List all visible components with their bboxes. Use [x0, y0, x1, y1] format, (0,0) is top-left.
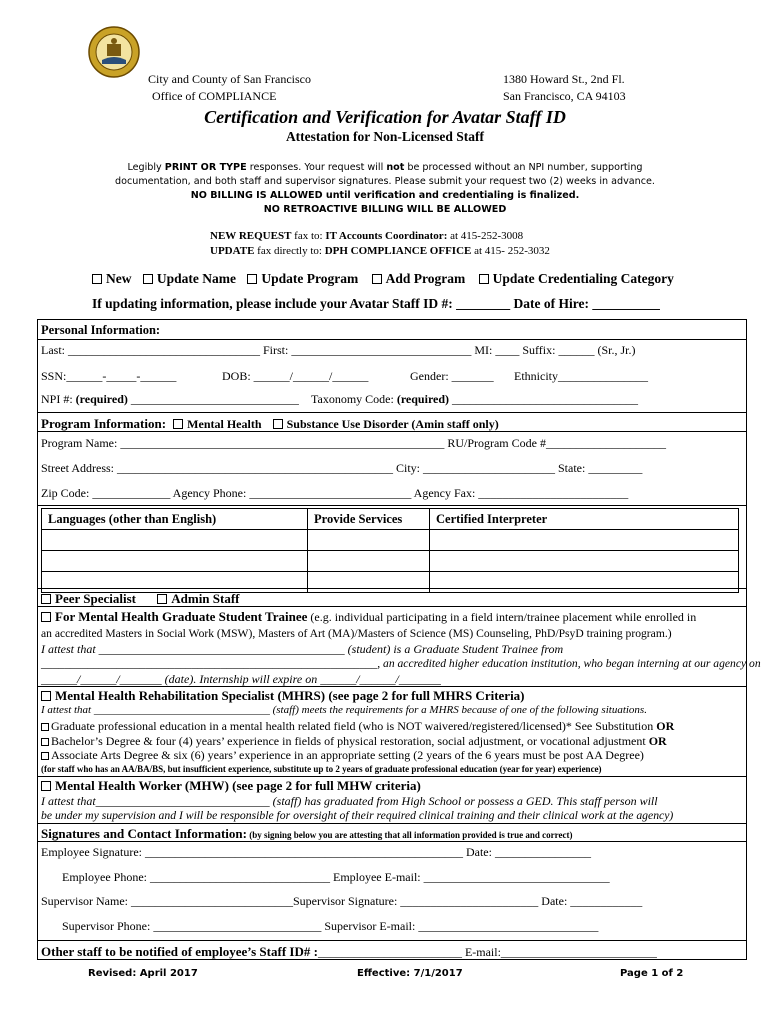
- mhw-attest-line-1[interactable]: I attest that_____________________________ (staff) has graduated from High School or possess a GED. This staff person will: [41, 794, 658, 808]
- personal-info-heading: Personal Information:: [41, 323, 161, 337]
- footer-revised: Revised: April 2017: [88, 968, 198, 979]
- table-cell[interactable]: [42, 572, 308, 593]
- trainee-heading-row: For Mental Health Graduate Student Trainee (e.g. individual participating in a field intern/trainee placement while enrolled in: [41, 609, 696, 625]
- ethnicity-field[interactable]: Ethnicity_______________: [514, 369, 648, 383]
- mhrs-option-2: Bachelor’s Degree & four (4) years’ experience in fields of physical restoration, social adjustment, or vocational adjustment OR: [41, 734, 667, 749]
- footer-effective: Effective: 7/1/2017: [357, 968, 463, 979]
- trainee-attest-line[interactable]: I attest that _________________________________________ (student) is a Graduate Student Trainee from: [41, 642, 564, 656]
- npi-field[interactable]: NPI #: (required) ____________________________: [41, 392, 299, 406]
- taxonomy-field[interactable]: Taxonomy Code: (required) _______________________________: [311, 392, 639, 406]
- table-cell[interactable]: [308, 530, 430, 551]
- fax-update: UPDATE fax directly to: DPH COMPLIANCE OFFICE at 415- 252-3032: [210, 245, 550, 257]
- request-type-row: [92, 271, 674, 287]
- provide-services-header: Provide Services: [308, 509, 430, 530]
- checkbox-mhrs[interactable]: [41, 691, 51, 701]
- employee-contact-row[interactable]: Employee Phone: ______________________________ Employee E-mail: _______________________________: [62, 870, 610, 884]
- table-row: [42, 572, 739, 593]
- request-type-add-program[interactable]: Add Program: [372, 271, 466, 286]
- checkbox-icon[interactable]: [479, 274, 489, 284]
- fax-new-request: NEW REQUEST fax to: IT Accounts Coordinator: at 415-252-3008: [210, 230, 524, 242]
- request-type-new[interactable]: New: [92, 271, 132, 286]
- checkbox-icon[interactable]: [92, 274, 102, 284]
- address-line-2: San Francisco, CA 94103: [503, 89, 626, 103]
- dob-field[interactable]: DOB: ______/______/______: [222, 369, 369, 383]
- staff-id-line: If updating information, please include your Avatar Staff ID #: ________ Date of Hire: __________: [92, 296, 660, 311]
- checkbox-substance-use[interactable]: [273, 419, 283, 429]
- table-cell[interactable]: [308, 551, 430, 572]
- table-cell[interactable]: [42, 551, 308, 572]
- supervisor-contact-row[interactable]: Supervisor Phone: ____________________________ Supervisor E-mail: ______________________________: [62, 919, 599, 933]
- zip-phone-fax-row[interactable]: Zip Code: _____________ Agency Phone: ___________________________ Agency Fax: _________________________: [41, 486, 629, 500]
- checkbox-mhw[interactable]: [41, 781, 51, 791]
- personal-name-row[interactable]: Last: ________________________________ First: ______________________________ MI: ____ Suffix: ______ (Sr., Jr.): [41, 343, 636, 357]
- checkbox-mhrs-graduate[interactable]: [41, 723, 49, 731]
- mhrs-option-3: Associate Arts Degree & six (6) years’ experience in an appropriate setting (2 years of the 6 years must be post AA Degree): [41, 748, 644, 763]
- table-row: [42, 530, 739, 551]
- form-title: Certification and Verification for Avatar Staff ID: [204, 107, 566, 127]
- certified-interpreter-header: Certified Interpreter: [430, 509, 739, 530]
- mhw-attest-line-2: be under my supervision and I will be responsible for oversight of their required clinical training and their clinical work at the agency): [41, 809, 674, 822]
- checkbox-mhrs-associate[interactable]: [41, 752, 49, 760]
- instructions-line-2: documentation, and both staff and supervisor signatures. Please submit your request two (2) weeks in advance.: [115, 176, 655, 187]
- signatures-heading: Signatures and Contact Information: (by signing below you are attesting that all information provided is true and correct): [41, 826, 573, 841]
- program-name-row[interactable]: Program Name: ______________________________________________________ RU/Program Code #____________________: [41, 436, 666, 450]
- org-name: City and County of San Francisco: [148, 72, 311, 86]
- request-type-update-program[interactable]: Update Program: [247, 271, 358, 286]
- peer-admin-row: Peer Specialist Admin Staff: [41, 591, 240, 607]
- office-name: Office of COMPLIANCE: [152, 89, 277, 103]
- street-address-row[interactable]: Street Address: ______________________________________________ City: ______________________ State: _________: [41, 461, 643, 475]
- mhrs-attest-line[interactable]: I attest that ________________________________ (staff) meets the requirements for a MHRS because of one of the following situations.: [41, 704, 647, 716]
- mhw-heading: Mental Health Worker (MHW) (see page 2 for full MHW criteria): [41, 778, 421, 794]
- mhrs-substitution-note: (for staff who has an AA/BA/BS, but insufficient experience, substitute up to 2 years of graduate professional education (year for year) experience): [41, 764, 602, 774]
- program-info-row: Program Information: Mental Health Substance Use Disorder (Amin staff only): [41, 416, 499, 431]
- checkbox-mhrs-bachelor[interactable]: [41, 738, 49, 746]
- trainee-line-2: an accredited Masters in Social Work (MSW), Masters of Art (MA)/Masters of Science (MS) Counseling, PhD/PsyD training program.): [41, 627, 672, 640]
- languages-header: Languages (other than English): [42, 509, 308, 530]
- city-seal-logo: [88, 26, 140, 78]
- mhrs-option-1: Graduate professional education in a mental health related field (who is NOT waivered/registered/licensed)* See Substitution OR: [41, 719, 674, 734]
- table-cell[interactable]: [308, 572, 430, 593]
- form-subtitle: Attestation for Non-Licensed Staff: [285, 129, 485, 144]
- languages-table: [41, 508, 739, 593]
- address-line-1: 1380 Howard St., 2nd Fl.: [503, 72, 625, 86]
- checkbox-icon[interactable]: [372, 274, 382, 284]
- ssn-field[interactable]: SSN:______-_____-______: [41, 369, 177, 383]
- employee-signature-row[interactable]: Employee Signature: _____________________________________________________ Date: ________________: [41, 845, 591, 859]
- checkbox-peer-specialist[interactable]: [41, 594, 51, 604]
- instructions-line-4: NO RETROACTIVE BILLING WILL BE ALLOWED: [263, 204, 507, 215]
- request-type-update-credentialing[interactable]: Update Credentialing Category: [479, 271, 674, 286]
- table-cell[interactable]: [430, 551, 739, 572]
- trainee-institution-line[interactable]: __________________________________________________________, an accredited higher education institution, who began interning at our agency on: [41, 657, 761, 670]
- mhrs-heading: Mental Health Rehabilitation Specialist (MHRS) (see page 2 for full MHRS Criteria): [41, 688, 525, 704]
- table-cell[interactable]: [430, 572, 739, 593]
- gender-field[interactable]: Gender: _______: [410, 369, 494, 383]
- footer-page-number: Page 1 of 2: [620, 968, 684, 979]
- trainee-dates-line[interactable]: ______/______/_______ (date). Internship will expire on ______/______/_______: [41, 672, 441, 686]
- instructions-line-1: Legibly PRINT OR TYPE responses. Your request will not be processed without an NPI number, supporting: [127, 162, 643, 173]
- table-row: [42, 551, 739, 572]
- request-type-update-name[interactable]: Update Name: [143, 271, 236, 286]
- table-cell[interactable]: [42, 530, 308, 551]
- checkbox-mental-health[interactable]: [173, 419, 183, 429]
- checkbox-icon[interactable]: [143, 274, 153, 284]
- checkbox-trainee[interactable]: [41, 612, 51, 622]
- instructions-line-3: NO BILLING IS ALLOWED until verification and credentialing is finalized.: [190, 190, 580, 201]
- checkbox-icon[interactable]: [247, 274, 257, 284]
- supervisor-signature-row[interactable]: Supervisor Name: ___________________________Supervisor Signature: _______________________ Date: ____________: [41, 894, 643, 908]
- other-staff-row[interactable]: Other staff to be notified of employee’s Staff ID# :________________________ E-mail:__________________________: [41, 944, 657, 959]
- checkbox-admin-staff[interactable]: [157, 594, 167, 604]
- table-cell[interactable]: [430, 530, 739, 551]
